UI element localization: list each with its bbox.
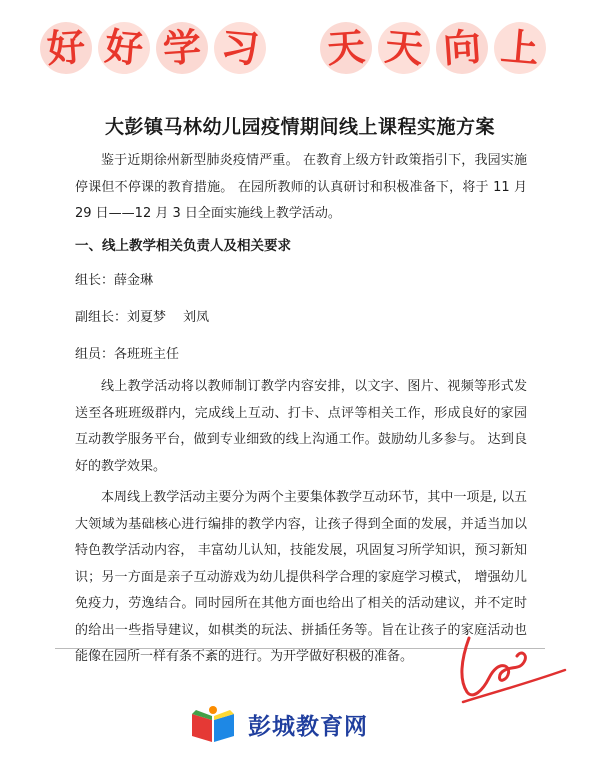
section-heading: 一、线上教学相关负责人及相关要求 — [75, 238, 291, 254]
leader-line: 组长：薛金琳 — [75, 273, 154, 288]
slogan-char: 好 — [38, 20, 94, 76]
site-name: 彭城教育网 — [248, 713, 368, 740]
slogan-char: 好 — [96, 20, 152, 76]
online-teaching-paragraph: 线上教学活动将以教师制订教学内容安排，以文字、图片、视频等形式发送至各班班级群内，完成线上互动、打卡、点评等相关工作，形成良好的家园互动教学服务平台，做到专业细致的线上沟通工作。鼓励幼儿多参与。 达到良好的教学效果。 — [75, 379, 527, 474]
slogan-char: 天 — [376, 20, 432, 76]
slogan-left — [40, 22, 272, 74]
handwritten-signature — [455, 630, 570, 710]
document-title: 大彭镇马林幼儿园疫情期间线上课程实施方案 — [104, 116, 495, 138]
slogan-char: 向 — [434, 20, 490, 76]
site-logo — [188, 704, 368, 744]
slogan-char: 天 — [318, 20, 374, 76]
book-logo-icon — [188, 704, 238, 744]
deputy-leader-line: 副组长：刘夏梦 刘凤 — [75, 310, 210, 325]
slogan-right — [320, 22, 552, 74]
slogan-char: 上 — [492, 20, 548, 76]
slogan-banner — [0, 22, 600, 102]
weekly-activity-paragraph: 本周线上教学活动主要分为两个主要集体教学互动环节，其中一项是, 以五大领域为基础核心进行编排的教学内容，让孩子得到全面的发展，并适当加以特色教学活动内容， 丰富幼儿认知，技能发展，巩固复习所学知识，预习新知识；另一方面是亲子互动游戏为幼儿提供科学合理的家庭学习模式， 增强幼儿免疫力，劳逸结合。同时园所在其他方面也给出了相关的活动建议，并不定时的给出一些指导建议，如棋类的玩法、拼插任务等。旨在让孩子的家庭活动也能像在园所一样有条不紊的进行。为开学做好积极的准备。 — [75, 490, 527, 664]
slogan-char: 学 — [154, 20, 210, 76]
members-line: 组员：各班班主任 — [75, 347, 180, 362]
intro-paragraph: 鉴于近期徐州新型肺炎疫情严重。 在教育上级方针政策指引下，我园实施停课但不停课的教育措施。 在园所教师的认真研讨和积极准备下，将于 11 月 29 日——12 月 3 日全面实施线上教学活动。 — [75, 153, 527, 221]
slogan-char: 习 — [212, 20, 268, 76]
